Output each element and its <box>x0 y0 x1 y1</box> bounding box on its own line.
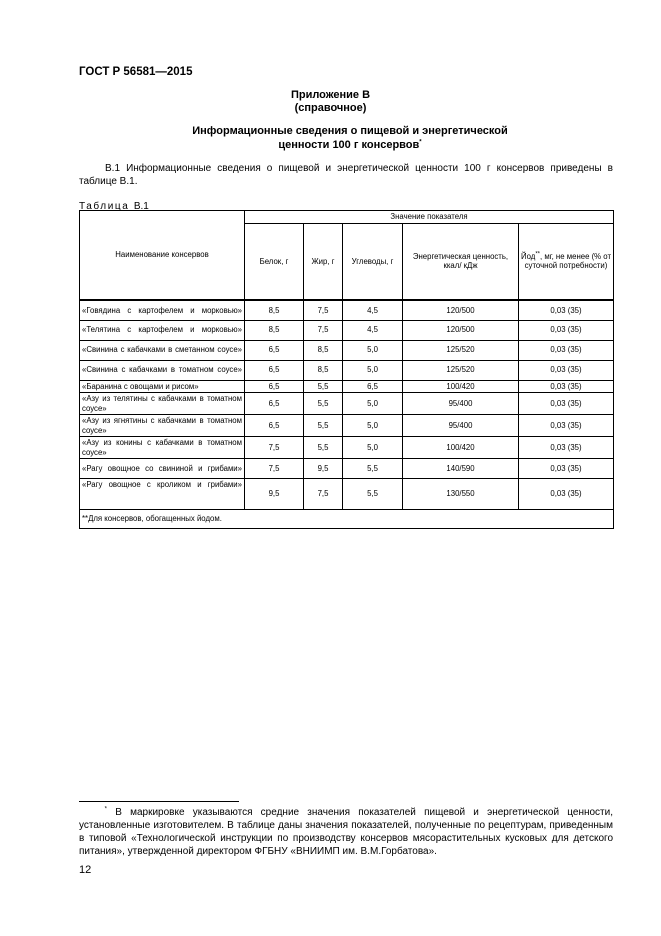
energy-cell: 100/420 <box>403 437 519 459</box>
energy-cell: 120/500 <box>403 300 519 320</box>
table-row <box>80 300 614 320</box>
iodine-cell: 0,03 (35) <box>519 340 614 360</box>
carbs-cell: 6,5 <box>343 380 403 393</box>
carbs-cell: 5,5 <box>343 479 403 510</box>
protein-cell: 7,5 <box>245 437 304 459</box>
header-energy: Энергетическая ценность, ккал/ кДж <box>403 223 519 300</box>
header-group: Значение показателя <box>245 211 614 224</box>
protein-cell: 6,5 <box>245 415 304 437</box>
fat-cell: 8,5 <box>304 340 343 360</box>
footnote: * В маркировке указываются средние значения показателей пищевой и энергетической ценности, установленные изготовителем. В таблице даны значения показателей, полученные по рецептурам, приведенным в типовой «Технологической инструкции по производству консервов мясорастительных кусковых для детского питания», утвержденной директором ФГБНУ «ВНИИМП им. В.М.Горбатова». <box>79 806 613 857</box>
energy-cell: 100/420 <box>403 380 519 393</box>
heading-footnote-mark: * <box>419 139 422 146</box>
carbs-cell: 4,5 <box>343 300 403 320</box>
table-row <box>80 437 614 459</box>
carbs-cell: 5,5 <box>343 459 403 479</box>
table-row <box>80 360 614 380</box>
product-name-cell: «Свинина с кабачками в сметанном соусе» <box>80 340 245 360</box>
carbs-cell: 5,0 <box>343 437 403 459</box>
iodine-cell: 0,03 (35) <box>519 300 614 320</box>
energy-cell: 125/520 <box>403 360 519 380</box>
iodine-cell: 0,03 (35) <box>519 360 614 380</box>
protein-cell: 6,5 <box>245 380 304 393</box>
fat-cell: 7,5 <box>304 300 343 320</box>
energy-cell: 95/400 <box>403 393 519 415</box>
nutrition-table <box>79 210 614 529</box>
carbs-cell: 4,5 <box>343 320 403 340</box>
fat-cell: 5,5 <box>304 380 343 393</box>
protein-cell: 6,5 <box>245 393 304 415</box>
section-heading-line1: Информационные сведения о пищевой и энергетической <box>192 125 508 137</box>
standard-number: ГОСТ Р 56581—2015 <box>79 66 193 78</box>
product-name-cell: «Телятина с картофелем и морковью» <box>80 320 245 340</box>
product-name-cell: «Рагу овощное с кроликом и грибами» <box>80 479 245 510</box>
product-name-cell: «Азу из телятины с кабачками в томатном соусе» <box>80 393 245 415</box>
carbs-cell: 5,0 <box>343 415 403 437</box>
fat-cell: 5,5 <box>304 437 343 459</box>
product-name-cell: «Азу из конины с кабачками в томатном соусе» <box>80 437 245 459</box>
product-name-cell: «Свинина с кабачками в томатном соусе» <box>80 360 245 380</box>
protein-cell: 7,5 <box>245 459 304 479</box>
table-caption: Таблица В.1 <box>79 201 149 212</box>
fat-cell: 7,5 <box>304 479 343 510</box>
iodine-cell: 0,03 (35) <box>519 380 614 393</box>
page-number: 12 <box>79 864 92 876</box>
energy-cell: 130/550 <box>403 479 519 510</box>
energy-cell: 95/400 <box>403 415 519 437</box>
iodine-cell: 0,03 (35) <box>519 437 614 459</box>
table-row <box>80 415 614 437</box>
energy-cell: 120/500 <box>403 320 519 340</box>
header-protein: Белок, г <box>245 223 304 300</box>
table-note: **Для консервов, обогащенных йодом. <box>80 510 614 529</box>
product-name-cell: «Баранина с овощами и рисом» <box>80 380 245 393</box>
header-carbs: Углеводы, г <box>343 223 403 300</box>
footnote-divider <box>79 801 239 802</box>
header-fat: Жир, г <box>304 223 343 300</box>
appendix-subtitle: (справочное) <box>294 102 367 114</box>
carbs-cell: 5,0 <box>343 340 403 360</box>
section-heading <box>150 124 550 152</box>
energy-cell: 140/590 <box>403 459 519 479</box>
table-row <box>80 459 614 479</box>
table-row <box>80 479 614 510</box>
fat-cell: 7,5 <box>304 320 343 340</box>
fat-cell: 5,5 <box>304 393 343 415</box>
intro-paragraph: В.1 Информационные сведения о пищевой и энергетической ценности 100 г консервов приведены в таблице В.1. <box>79 163 613 187</box>
product-name-cell: «Говядина с картофелем и морковью» <box>80 300 245 320</box>
table-row <box>80 340 614 360</box>
protein-cell: 8,5 <box>245 300 304 320</box>
iodine-cell: 0,03 (35) <box>519 415 614 437</box>
header-name: Наименование консервов <box>80 211 245 301</box>
fat-cell: 9,5 <box>304 459 343 479</box>
iodine-cell: 0,03 (35) <box>519 479 614 510</box>
iodine-cell: 0,03 (35) <box>519 393 614 415</box>
protein-cell: 6,5 <box>245 340 304 360</box>
table-row <box>80 320 614 340</box>
product-name-cell: «Азу из ягнятины с кабачками в томатном соусе» <box>80 415 245 437</box>
protein-cell: 6,5 <box>245 360 304 380</box>
protein-cell: 8,5 <box>245 320 304 340</box>
appendix-title: Приложение В <box>290 89 371 101</box>
energy-cell: 125/520 <box>403 340 519 360</box>
carbs-cell: 5,0 <box>343 393 403 415</box>
table-row <box>80 393 614 415</box>
section-heading-line2: ценности 100 г консервов* <box>278 139 422 151</box>
table-row <box>80 380 614 393</box>
fat-cell: 8,5 <box>304 360 343 380</box>
protein-cell: 9,5 <box>245 479 304 510</box>
carbs-cell: 5,0 <box>343 360 403 380</box>
iodine-cell: 0,03 (35) <box>519 459 614 479</box>
product-name-cell: «Рагу овощное со свининой и грибами» <box>80 459 245 479</box>
iodine-cell: 0,03 (35) <box>519 320 614 340</box>
header-iodine: Йод**, мг, не менее (% от суточной потребности) <box>519 223 614 300</box>
fat-cell: 5,5 <box>304 415 343 437</box>
